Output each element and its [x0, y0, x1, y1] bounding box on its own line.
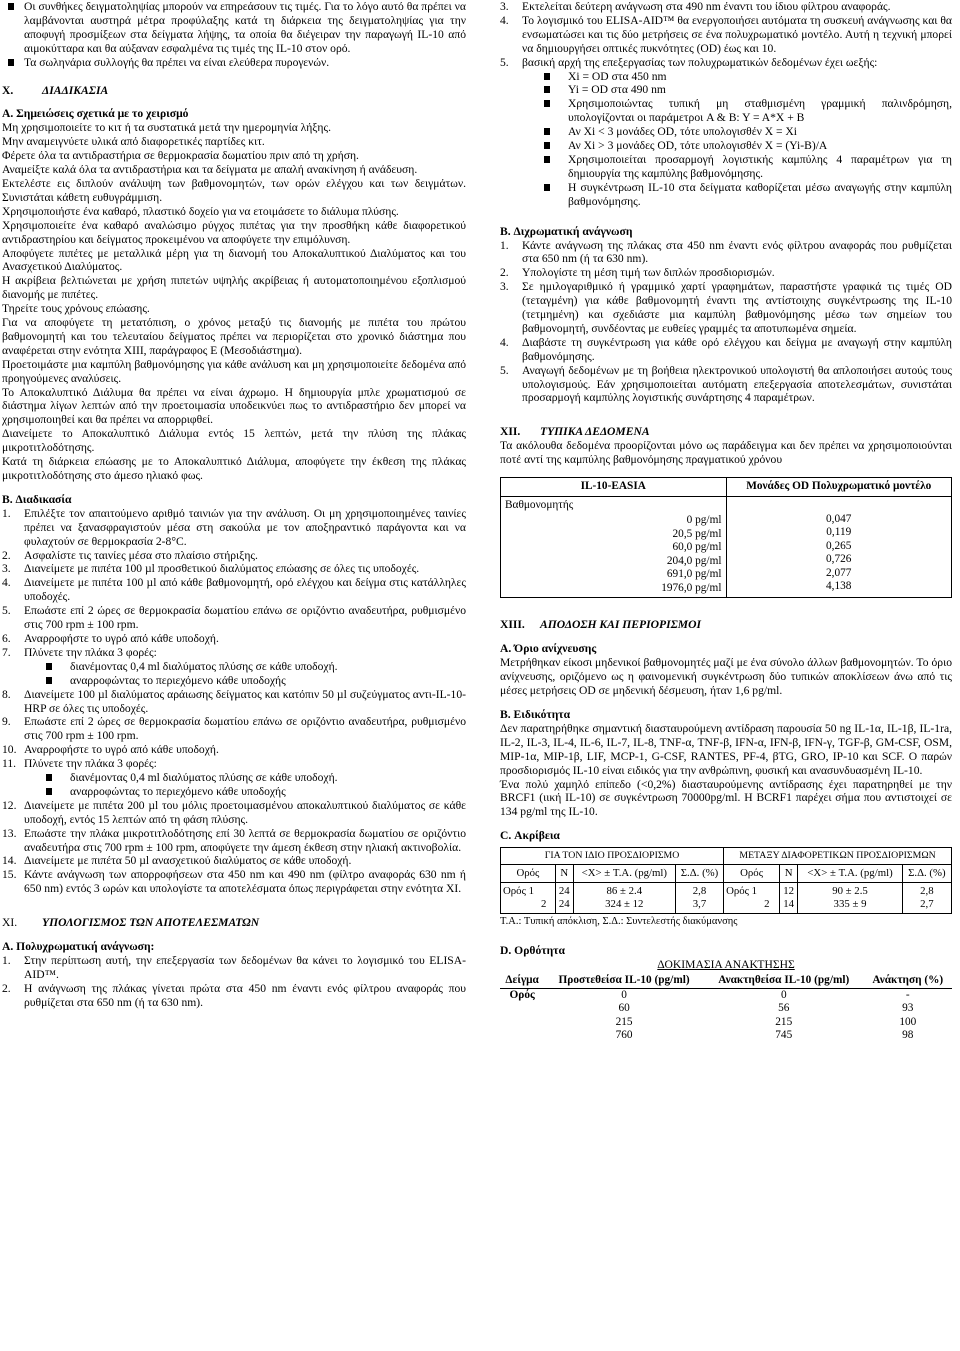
recovery-table	[500, 974, 952, 1043]
note: Χρησιμοποιήστε ένα καθαρό, πλαστικό δοχείο για να ετοιμάσετε το διάλυμα πλύσης.	[2, 204, 399, 218]
step	[2, 868, 466, 896]
step-number: 3.	[2, 562, 11, 576]
principle-list	[500, 70, 952, 209]
calibrator-concentration: 0 pg/ml	[686, 514, 722, 527]
section-number: XII.	[500, 425, 521, 439]
step-text: Επωάστε την πλάκα μικροτιτλοδότησης επί 30 λεπτά σε θερμοκρασία δωματίου σε οριζόντιο αναδευτήρα στις 700 rpm ± 100 rpm, αποφύγετε την άμεση έκθεση στην ηλιακή ακτινοβολία.	[24, 826, 466, 854]
recovery-value: 100	[899, 1015, 917, 1028]
calibrator-label: Βαθμονομητής	[505, 498, 574, 511]
step	[500, 336, 952, 364]
step-text: Κάντε ανάγνωση της πλάκας στα 450 nm έναντι ενός φίλτρου αναφοράς που ρυθμίζεται στα 650 nm (ή τα 630 nm).	[522, 238, 952, 266]
cv-value: 2,7	[920, 897, 934, 910]
mean-sd: 324 ± 12	[605, 897, 644, 910]
group-header: ΓΙΑ ΤΟΝ ΙΔΙΟ ΠΡΟΣΔΙΟΡΙΣΜΟ	[501, 848, 724, 865]
specificity-text: Ένα πολύ χαμηλό επίπεδο (<0,2%) διασταυρούμενης αντίδρασης έχει παρατηρηθεί με την BRCF1 (ιική IL-10) σε συγκέντρωση 70000pg/ml. Η BCRF1 παρέχει σήμα που αντιστοιχεί σε 134 pg/ml της IL-10.	[500, 777, 952, 819]
precision-table	[500, 847, 952, 914]
step-number: 1.	[500, 238, 509, 252]
calibrator-concentration: 60,0 pg/ml	[672, 541, 722, 554]
principle-item: Χρησιμοποιείται προσαρμογή λογιστικής καμπύλης 4 παραμέτρων για τη δημιουργία της καμπύλης βαθμονόμησης.	[500, 153, 952, 181]
table-row	[501, 882, 952, 913]
step-number: 1.	[2, 506, 11, 520]
column-header: Προστεθείσα IL-10 (pg/ml)	[544, 974, 704, 988]
step	[500, 0, 952, 14]
group-header: ΜΕΤΑΞΥ ΔΙΑΦΟΡΕΤΙΚΩΝ ΠΡΟΣΔΙΟΡΙΣΜΩΝ	[724, 848, 952, 865]
step-number: 5.	[2, 604, 11, 618]
section-xi-heading	[2, 916, 466, 930]
serum-id: 1	[751, 884, 758, 897]
section-title: ΥΠΟΛΟΓΙΣΜΟΣ ΤΩΝ ΑΠΟΤΕΛΕΣΜΑΤΩΝ	[42, 916, 260, 930]
calibrator-concentration: 691,0 pg/ml	[666, 568, 722, 581]
step-text: Διαβάστε τη συγκέντρωση για κάθε ορό ελέγχου και δείγμα με αναγωγή στην καμπύλη βαθμονόμησης.	[522, 335, 952, 363]
column-header: Σ.Δ. (%)	[902, 864, 951, 882]
od-value: 0,119	[826, 526, 852, 539]
wash-substep: διανέμοντας 0,4 ml διαλύματος πλύσης σε κάθε υποδοχή.	[2, 771, 466, 785]
step-text: Κάντε ανάγνωση των απορροφήσεων στα 450 nm και 490 nm (φίλτρο αναφοράς 630 nm ή 650 nm) εντός 3 ωρών και υπολογίστε τα αποτελέσματα όπως περιγράφεται στην ενότητα XI.	[24, 868, 466, 896]
step-text: Πλύνετε την πλάκα 3 φορές:	[24, 645, 157, 659]
section-title: ΔΙΑΔΙΚΑΣΙΑ	[42, 83, 109, 97]
principle-item: Yi = OD στα 490 nm	[500, 83, 952, 97]
step-number: 3.	[500, 0, 509, 13]
left-column	[2, 0, 466, 1010]
column-header: Δείγμα	[500, 974, 544, 988]
step-text: Διανείμετε με πιπέτα 200 µl του μόλις προετοιμασμένου αποκαλυπτικού διαλύματος σε κάθε υποδοχή, εντός 15 λεπτών από τη φάση πλύσης.	[24, 798, 466, 826]
subsection-a-title: A. Σημειώσεις σχετικά με το χειρισμό	[2, 107, 189, 121]
cv-value: 3,7	[692, 897, 707, 910]
od-value: 2,077	[826, 566, 852, 579]
column-header: Ανάκτηση (%)	[864, 974, 952, 988]
step	[2, 549, 466, 563]
xi-a-title: A. Πολυχρωματική ανάγνωση:	[2, 940, 155, 954]
step-number: 8.	[2, 687, 11, 701]
step	[500, 266, 952, 280]
principle-item: Αν Xi > 3 μονάδες OD, τότε υπολογισθέν X = (Yi-B)/A	[500, 139, 952, 153]
step-text: βασική αρχή της επεξεργασίας των πολυχρωματικών δεδομένων έχει ωεξής:	[522, 55, 878, 69]
typical-data-table	[500, 477, 952, 598]
step	[2, 743, 466, 757]
note: Μην αναμειγνύετε υλικά από διαφορετικές παρτίδες κιτ.	[2, 135, 265, 149]
principle-item: Χρησιμοποιώντας τυπική μη σταθμισμένη γραμμική παλινδρόμηση, υπολογίζονται οι παράμετροι A & B: Y = A*X + B	[500, 97, 952, 125]
n-value: 24	[558, 884, 570, 897]
step-number: 4.	[500, 335, 509, 349]
step-text: Υπολογίστε τη μέση τιμή των διπλών προσδιορισμών.	[522, 266, 775, 280]
bichromatic-title: B. Διχρωματική ανάγνωση	[500, 224, 633, 238]
note: Αποφύγετε πιπέτες με μεταλλικά μέρη για τη διανομή του Αποκαλυπτικού Διαλύματος και του Ανασχετικού Διαλύματος.	[2, 246, 466, 274]
section-number: X.	[2, 83, 14, 97]
note: Το Αποκαλυπτικό Διάλυμα θα πρέπει να είναι άχρωμο. Η δημιουργία μπλε χρωματισμού σε διάστημα λίγων λεπτών από την προετοιμασία υποδεικνύει πως το αντιδραστήριο δεν μπορεί να χρησιμοποιηθεί και θα πρέπει να απορριφθεί.	[2, 385, 466, 427]
od-value: 0,047	[826, 512, 852, 525]
note: Προετοιμάστε μια καμπύλη βαθμονόμησης για κάθε ανάλυση και μη χρησιμοποιείτε δεδομένα από προηγούμενες αναλύσεις.	[2, 357, 466, 385]
note: Μη χρησιμοποιείτε το κιτ ή τα συστατικά μετά την ημερομηνία λήξης.	[2, 121, 331, 135]
od-value: 4,138	[826, 580, 852, 593]
step-text: Η ανάγνωση της πλάκας γίνεται πρώτα στα 450 nm έναντι ενός φίλτρου αναφοράς που ρυθμίζεται στα 650 nm (ή τα 630 nm).	[24, 981, 466, 1009]
column-header: Σ.Δ. (%)	[675, 864, 723, 882]
column-header: <X> ± Τ.Α. (pg/ml)	[573, 864, 675, 882]
step	[2, 688, 466, 716]
step-number: 2.	[500, 266, 509, 280]
cv-value: 2,8	[920, 884, 934, 897]
principle-item: Xi = OD στα 450 nm	[500, 70, 952, 84]
handling-notes	[2, 121, 466, 483]
step-number: 14.	[2, 854, 17, 868]
step	[2, 799, 466, 827]
table-row	[500, 988, 952, 1043]
recovered-value: 745	[775, 1029, 793, 1042]
od-cell	[726, 496, 952, 598]
table-footnote: Τ.Α.: Τυπική απόκλιση, Σ.Δ.: Συντελεστής διακύμανσης	[500, 915, 738, 927]
specificity-text: Δεν παρατηρήθηκε σημαντική διασταυρούμενη αντίδραση παρουσία 50 ng IL-1α, IL-1β, IL-1ra, IL-2, IL-3, IL-4, IL-6, IL-7, IL-8, TNF-α, TNF-β, IFN-α, IFN-β, IFN-γ, TGF-β, GM-CSF, OSM, MIP-1α, MIP-1β, LIF, MCP-1, G-CSF, RANTES, PF-4, βTG, GRO, IP-10 και SCF. Ο παρών προσδιορισμός IL-10 είναι ειδικός για την ανθρώπινη, φυσική και ανασυνδυασμένη IL-10.	[500, 721, 952, 777]
principle-item: Αν Xi < 3 μονάδες OD, τότε υπολογισθέν X = Xi	[500, 125, 952, 139]
step	[2, 562, 466, 576]
calibrator-concentration: 1976,0 pg/ml	[661, 581, 722, 594]
step-text: Διανείμετε με πιπέτα 50 µl ανασχετικού διαλύματος σε κάθε υποδοχή.	[24, 854, 352, 868]
step	[2, 507, 466, 549]
step-number: 13.	[2, 826, 17, 840]
mean-sd: 86 ± 2.4	[606, 884, 643, 897]
serum-label: Ορός	[726, 884, 749, 897]
step-text: Αναγωγή δεδομένων με τη βοήθεια ηλεκτρονικού υπολογιστή θα απλοποιήσει αυτούς τους υπολογισμούς. Εάν χρησιμοποιείται αυτόματη επεξεργασία αποτελεσμάτων, συνιστάται προσαρμογή καμπύλης λογιστικής συνάρτησης 4 παραμέτρων.	[522, 363, 952, 405]
step-number: 5.	[500, 55, 509, 69]
column-header: <X> ± Τ.Α. (pg/ml)	[798, 864, 902, 882]
mean-sd: 90 ± 2.5	[832, 884, 868, 897]
step-text: Εκτελείται δεύτερη ανάγνωση στα 490 nm έναντι του ίδιου φίλτρου αναφοράς.	[522, 0, 891, 13]
column-header: N	[555, 864, 573, 882]
column-header: N	[780, 864, 798, 882]
step	[2, 827, 466, 855]
serum-label: Ορός	[503, 884, 526, 897]
step	[2, 576, 466, 604]
step	[500, 14, 952, 56]
step-number: 7.	[2, 645, 11, 659]
column-header: Ορός	[724, 864, 780, 882]
note: Αναμείξτε καλά όλα τα αντιδραστήρια και τα δείγματα με απαλή ανακίνηση ή ανάδευση.	[2, 163, 418, 177]
intro-bullet: Οι συνθήκες δειγματοληψίας μπορούν να επηρεάσουν τις τιμές. Για το λόγο αυτό θα πρέπει να λαμβάνονται αυστηρά μέτρα προφύλαξης κατά τη διάρκεια της δειγματοληψίας για την αποφυγή προσμίξεων στα δείγματα λήψης, τα οποία θα διέγειραν την παραγωγή IL-10 από αιμοκύτταρα και θα αύξαναν εσφαλμένα τις τιμές της IL-10 στον ορό.	[2, 0, 466, 56]
step	[2, 604, 466, 632]
precision-title: C. Ακρίβεια	[500, 829, 560, 843]
note: Κατά τη διάρκεια επώασης με το Αποκαλυπτικό Διάλυμα, αποφύγετε την έκθεση της πλάκας μικροτιτλοδότησης στο άμεσο ηλιακό φως.	[2, 455, 466, 482]
section-title: ΤΥΠΙΚΑ ΔΕΔΟΜΕΝΑ	[540, 425, 650, 439]
table-header: IL-10-EASIA	[501, 478, 727, 497]
accuracy-title: D. Ορθότητα	[500, 944, 565, 958]
mean-sd: 335 ± 9	[833, 897, 867, 910]
added-value: 215	[615, 1015, 633, 1028]
step-number: 5.	[500, 363, 509, 377]
added-value: 0	[621, 988, 627, 1001]
section-xiii-heading	[500, 618, 952, 632]
added-value: 760	[615, 1029, 633, 1042]
step	[2, 632, 466, 646]
step-number: 11.	[2, 757, 17, 771]
section-x-heading	[2, 84, 466, 98]
step-text: Διανείμετε με πιπέτα 100 µl προσθετικού διαλύματος επώασης σε όλες τις υποδοχές.	[24, 562, 420, 576]
step-text: Επιλέξτε τον απαιτούμενο αριθμό ταινιών για την ανάλυση. Οι μη χρησιμοποιημένες ταινίες πρέπει να ξανασφραγιστούν μέσα στη σακούλα με τον αποξηραντικό παράγοντα και να φυλαχτούν σε θερμοκρασία 2-8°C.	[24, 506, 466, 548]
n-value: 24	[558, 897, 570, 910]
step-text: Αναρροφήστε το υγρό από κάθε υποδοχή.	[24, 743, 219, 757]
specificity-title: B. Ειδικότητα	[500, 708, 571, 721]
recovery-title: ΔΟΚΙΜΑΣΙΑ ΑΝΑΚΤΗΣΗΣ	[657, 958, 795, 972]
n-value: 12	[783, 884, 795, 897]
section-number: XIII.	[500, 618, 525, 632]
step-number: 2.	[2, 981, 11, 995]
note: Φέρετε όλα τα αντιδραστήρια σε θερμοκρασία δωματίου πριν από τη χρήση.	[2, 149, 359, 163]
note: Εκτελέστε εις διπλούν ανάλυψη των βαθμονομητών, των ορών ελέγχου και των δειγμάτων. Συνιστάται κάθετη ευθυγράμμιση.	[2, 176, 466, 204]
step-text: Διανείμετε 100 µl διαλύματος αράιωσης δείγματος και κατόπιν 50 µl συζεύγματος αντι-IL-10-HRP σε όλες τις υποδοχές.	[24, 687, 466, 715]
step-text: Διανείμετε με πιπέτα 100 µl από κάθε βαθμονομητή, ορό ελέγχου και δείγμα στις κατάλληλες υποδοχές.	[24, 576, 466, 604]
table-header: Μονάδες OD Πολυχρωματικό μοντέλο	[726, 478, 952, 497]
step	[2, 954, 466, 982]
step-text: Το λογισμικό του ELISA-AID™ θα ενεργοποιήσει αυτόματα τη συσκευή ανάγνωσης και θα ενσωματώσει και τις δύο μετρήσεις σε ένα πολυχρωματικό μοντέλο. Αυτή η τεχνική μπορεί να δημιουργήσει οπτικές πυκνότητες (OD) έως και 10.	[522, 13, 952, 55]
step-number: 3.	[500, 280, 509, 294]
step-number: 12.	[2, 798, 17, 812]
n-value: 14	[783, 897, 795, 910]
added-value: 60	[618, 1002, 630, 1015]
detection-limit-text: Μετρήθηκαν είκοσι μηδενικοί βαθμονομητές μαζί με ένα σύνολο άλλων βαθμονομητών. Το όριο ανίχνευσης, οριζόμενο ως η φαινομενική συγκέντρωση δύο τυπικών αποκλίσεων άνω από τις μέσες μετρήσεις OD σε μηδενική δέσμευση, ήταν 1,6 pg/ml.	[500, 656, 952, 698]
od-value: 0,726	[826, 553, 852, 566]
principle-item: Η συγκέντρωση IL-10 στα δείγματα καθορίζεται μέσω αναγωγής στην καμπύλη βαθμονόμησης.	[500, 181, 952, 209]
wash-substep: διανέμοντας 0,4 ml διαλύματος πλύσης σε κάθε υποδοχή.	[2, 660, 466, 674]
cv-value: 2,8	[692, 884, 707, 897]
wash-substep: αναρροφώντας το περιεχόμενο κάθε υποδοχής	[2, 785, 466, 799]
column-header: Ανακτηθείσα IL-10 (pg/ml)	[704, 974, 864, 988]
step	[500, 364, 952, 406]
note: Διανείμετε το Αποκαλυπτικό Διάλυμα εντός 15 λεπτών, μετά την πλύση της πλάκας μικροτιτλοδότησης.	[2, 427, 466, 455]
step-number: 9.	[2, 715, 11, 729]
step	[500, 56, 952, 70]
serum-id: 2	[541, 897, 547, 910]
intro-bullet: Τα σωληνάρια συλλογής θα πρέπει να είναι ελεύθερα πυρογενών.	[2, 56, 466, 70]
step	[500, 239, 952, 267]
note: Για να αποφύγετε τη μετατόπιση, ο χρόνος μεταξύ τις διανομής με πιπέτα του πρώτου βαθμονομητή και του τελευταίου δείγματος πρέπει να περιορίζεται στο χρονικό διάστημα που αναφέρεται στην ενότητα XIII, παράγραφος E (Μεσοδιάστημα).	[2, 316, 466, 357]
recovery-value: -	[905, 988, 910, 1001]
step	[2, 715, 466, 743]
serum-id: 2	[764, 897, 770, 910]
calibrator-cell	[501, 496, 727, 598]
recovered-value: 56	[778, 1002, 790, 1015]
step	[2, 854, 466, 868]
step-text: Επωάστε επί 2 ώρες σε θερμοκρασία δωματίου επάνω σε οριζόντιο αναδευτήρα, ρυθμισμένο στις 700 rpm ± 100 rpm.	[24, 604, 466, 632]
section-number: XI.	[2, 916, 18, 930]
step	[2, 646, 466, 660]
step	[500, 280, 952, 336]
step-text: Αναρροφήστε το υγρό από κάθε υποδοχή.	[24, 631, 219, 645]
section-title: ΑΠΟΔΟΣΗ ΚΑΙ ΠΕΡΙΟΡΙΣΜΟΙ	[540, 618, 701, 632]
step-number: 4.	[2, 576, 11, 590]
recovered-value: 0	[780, 988, 787, 1001]
note: Τηρείτε τους χρόνους επώασης.	[2, 302, 150, 316]
step-number: 10.	[2, 743, 17, 757]
step-text: Στην περίπτωση αυτή, την επεξεργασία των δεδομένων θα κάνει το λογισμικό του ELISA-AID™.	[24, 954, 466, 981]
step-number: 2.	[2, 548, 11, 562]
detection-limit-title: A. Όριο ανίχνευσης	[500, 642, 597, 656]
sample-label: Ορός	[509, 988, 535, 1001]
step-text: Πλύνετε την πλάκα 3 φορές:	[24, 757, 157, 771]
recovery-value: 98	[902, 1029, 914, 1042]
step-text: Ασφαλίστε τις ταινίες μέσα στο πλαίσιο στήριξης.	[24, 548, 258, 562]
step-text: Σε ημιλογαριθμικό ή γραμμικό χαρτί γραφημάτων, παραστήστε γραφικά τις τιμές OD (τεταγμένη) για κάθε βαθμονομητή έναντι της αντίστοιχης συγκέντρωσης της IL-10 (τετμημένη) και σχεδιάστε μια καμπύλη βαθμονόμησης μέσω των σημείων του βαθμονομητή, συνδέοντας με ευθείες γραμμές τα αποτυπωμένα σημεία.	[522, 280, 952, 335]
note: Η ακρίβεια βελτιώνεται με χρήση πιπετών υψηλής ακρίβειας ή αυτοματοποιημένου εξοπλισμού διανομής με πιπέτες.	[2, 274, 466, 302]
subsection-b-title: B. Διαδικασία	[2, 492, 72, 506]
od-value: 0,265	[826, 539, 852, 552]
step-number: 4.	[500, 13, 509, 27]
right-column	[500, 0, 952, 1043]
wash-substep: αναρροφώντας το περιεχόμενο κάθε υποδοχής	[2, 674, 466, 688]
note: Χρησιμοποιείτε ένα καθαρό αναλώσιμο ρύγχος πιπέτας για την προσθήκη κάθε διαφορετικού αντιδραστηρίου και δείγματος προκειμένου να αποφύγετε την επιμόλυνση.	[2, 218, 466, 246]
step	[2, 757, 466, 771]
step	[2, 982, 466, 1010]
recovered-value: 215	[775, 1015, 793, 1028]
column-header: Ορός	[501, 864, 556, 882]
step-number: 6.	[2, 631, 11, 645]
recovery-value: 93	[902, 1002, 914, 1015]
step-number: 1.	[2, 954, 11, 967]
step-text: Επωάστε επί 2 ώρες σε θερμοκρασία δωματίου επάνω σε οριζόντιο αναδευτήρα, ρυθμισμένο στις 700 rpm ± 100 rpm.	[24, 715, 466, 743]
procedure-steps	[2, 507, 466, 896]
calibrator-concentration: 204,0 pg/ml	[666, 554, 722, 567]
typical-data-text: Τα ακόλουθα δεδομένα προορίζονται μόνο ως παράδειγμα και δεν πρέπει να χρησιμοποιούνται ποτέ αντί της καμπύλης βαθμονόμησης πραγματικού χρόνου	[500, 439, 952, 467]
calibrator-concentration: 20,5 pg/ml	[672, 527, 722, 540]
step-number: 15.	[2, 868, 17, 882]
serum-id: 1	[528, 884, 534, 897]
section-xii-heading	[500, 425, 952, 439]
